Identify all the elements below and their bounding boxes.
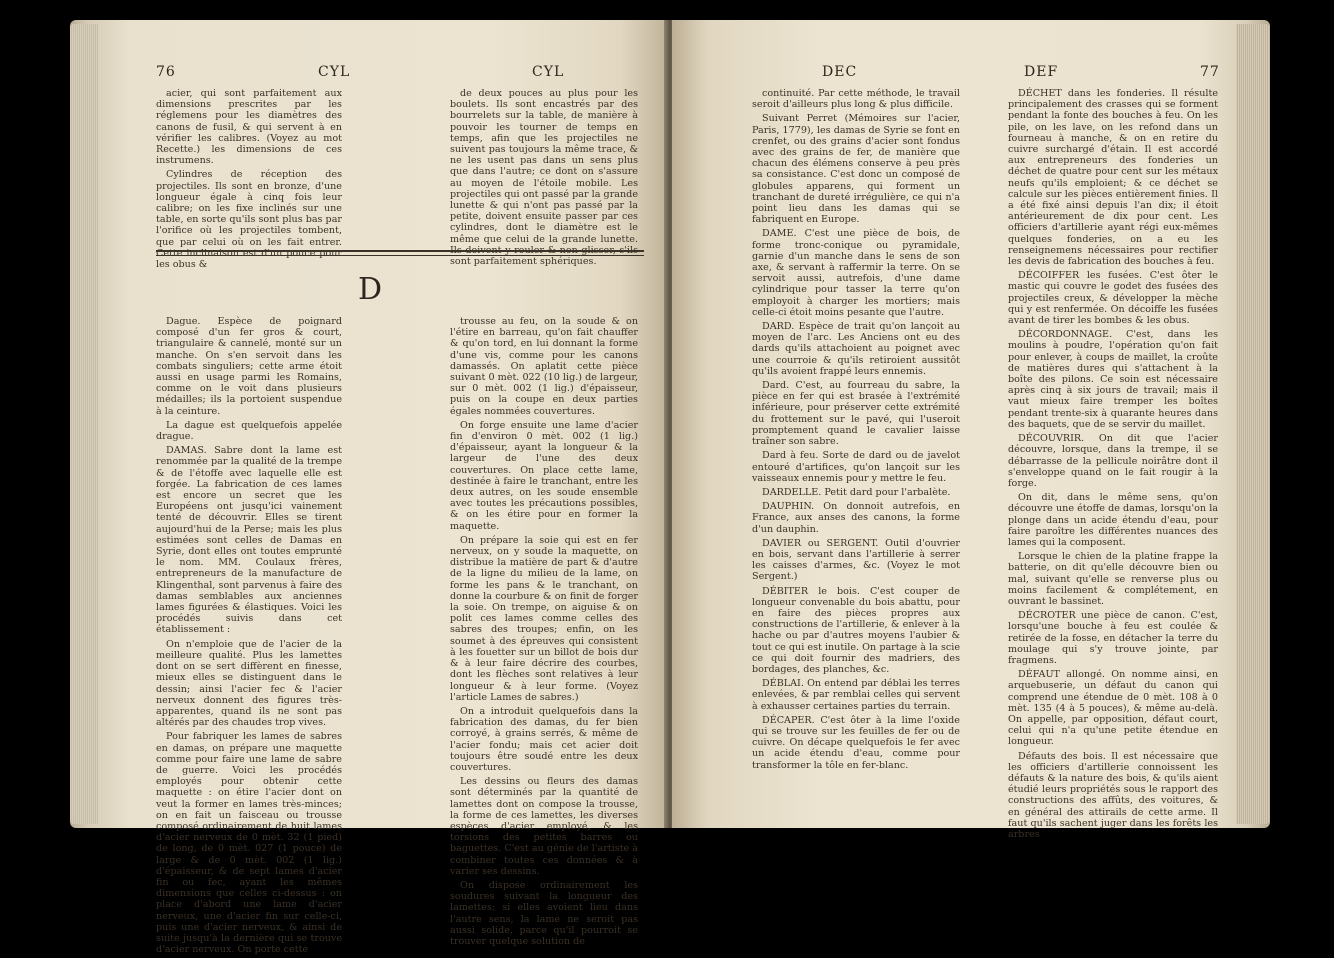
paragraph: acier, qui sont parfaitement aux dimensions prescrites par les réglemens pour les diamètres des canons de fusil, & qui servent à en vérifier les calibres. (Voyez au mot Recette.) les dimensions de ces instrumens. [156, 88, 342, 167]
running-head-left-col2: CYL [532, 64, 565, 80]
paragraph: Pour fabriquer les lames de sabres en damas, on prépare une maquette comme pour faire une lame de sabre de guerre. Voici les procédés employés pour obtenir cette maquette : on étire l'acier dont on veut la former en lames très-minces; on en fait un faisceau ou trousse composé ordinairement de huit lames d'acier nerveux de 0 mèt. 32 (1 pied) de long, de 0 mèt. 027 (1 pouce) de large & de 0 mèt. 002 (1 lig.) d'épaisseur, & de sept lames d'acier fin ou fec, ayant les mêmes dimensions que celles ci-dessus : on place d'abord une lame d'acier nerveux, une d'acier fin sur celle-ci, puis une d'acier nerveux, & ainsi de suite jusqu'à la dernière qui se trouve d'acier nerveux. On porte cette [156, 731, 342, 956]
paragraph: DAMAS. Sabre dont la lame est renommée par la qualité de la trempe & de l'étoffe avec laquelle elle est forgée. La fabrication de ces lames est encore un secret que les Européens ont jusqu'ici vainement tenté de découvrir. Elles se tirent aujourd'hui de la Perse; mais les plus estimées sont celles de Damas en Syrie, dont elles ont toutes emprunté le nom. MM. Coulaux frères, entrepreneurs de la manufacture de Klingenthal, sont parvenus à faire des damas semblables aux anciennes lames figurées & élastiques. Voici les procédés suivis dans cet établissement : [156, 445, 342, 636]
running-head-left-col1: CYL [318, 64, 351, 80]
paragraph: continuité. Par cette méthode, le travail seroit d'ailleurs plus long & plus difficile. [752, 88, 960, 111]
paragraph: DAUPHIN. On donnoit autrefois, en France, aux anses des canons, la forme d'un dauphin. [752, 501, 960, 535]
paragraph: DARDELLE. Petit dard pour l'arbalète. [762, 486, 951, 498]
page-number-right: 77 [1200, 64, 1220, 80]
left-col2-bottom [450, 316, 638, 950]
paragraph: Dard. C'est, au fourreau du sabre, la pièce en fer qui est brasée à l'extrémité inférieure, pour préserver cette extrémité du frottement sur le pavé, qui l'useroit promptement quand le cavalier laisse traîner son sabre. [752, 380, 960, 448]
left-page [70, 20, 668, 956]
left-page-edge [70, 24, 98, 824]
paragraph: On dispose ordinairement les soudures suivant la longueur des lamettes; si elles avoient lieu dans l'autre sens, la lame ne seroit pas aussi solide, parce qu'il pourroit se trouver quelque solution de [450, 879, 638, 947]
paragraph: DÉBLAI. On entend par déblai les terres enlevées, & par remblai celles qui servent à exhausser certaines parties du terrain. [752, 678, 960, 712]
paragraph: DÉCORDONNAGE. C'est, dans les moulins à poudre, l'opération qu'on fait pour enlever, à coups de maillet, la croûte de matières dures qui s'attachent à la boîte des pilons. Ce soin est nécessaire après cinq à six jours de travail; mais il vaut mieux faire tremper les boîtes pendant trente-six à quarante heures dans des baquets, que de se servir du maillet. [1008, 329, 1218, 430]
paragraph: Dague. Espèce de poignard composé d'un fer gros & court, triangulaire & cannelé, monté sur un manche. On s'en servoit dans les combats singuliers; cette arme étoit aussi en usage parmi les Romains, comme on le voit dans plusieurs médailles; ils la portoient suspendue à la ceinture. [156, 316, 342, 417]
paragraph: DÉCHET dans les fonderies. Il résulte principalement des crasses qui se forment pendant la fonte des bouches à feu. On les pile, on les lave, on les refond dans un fourneau à manche, & on en retire du cuivre surchargé d'étain. Il est accordé aux entrepreneurs des fonderies un déchet de quatre pour cent sur les métaux neufs qu'ils emploient; & ce déchet se calcule sur les pièces entièrement finies. Il a été fixé ainsi depuis l'an dix; il étoit antérieurement de dix pour cent. Les officiers d'artillerie ayant régi eux-mêmes quelques fonderies, on a eu les renseignemens nécessaires pour rectifier les devis de fabrication des bouches à feu. [1008, 88, 1218, 268]
paragraph: Les dessins ou fleurs des damas sont déterminés par la quantité de lamettes dont on compose la trousse, la forme de ces lamettes, les diverses espèces d'acier employé, & les torsions des petites barres ou baguettes. C'est au génie de l'artiste à combiner toutes ces données & à varier ses dessins. [450, 776, 638, 877]
paragraph: DAME. C'est une pièce de bois, de forme tronc-conique ou pyramidale, garnie d'un manche dans le sens de son axe, & servant à raffermir la terre. On se servoit aussi, autrefois, d'une dame cylindrique pour tasser la terre qu'on employoit à charger les mortiers; mais celle-ci étoit moins pesante que l'autre. [752, 228, 960, 318]
page-number-left: 76 [156, 64, 176, 80]
right-col1 [752, 88, 960, 774]
paragraph: On prépare la soie qui est en fer nerveux, on y soude la maquette, on distribue la matière de part & d'autre de la ligne du milieu de la lame, on forme les pans & le tranchant, on donne la courbure & on finit de forger la soie. On trempe, on aiguise & on polit ces lames comme celles des sabres des troupes; enfin, on les soumet à des épreuves qui consistent à les fouetter sur un billot de bois dur & à leur faire décrire des courbes, dont les flèches sont relatives à leur longueur & à leur forme. (Voyez l'article Lames de sabres.) [450, 534, 638, 703]
open-book [70, 20, 1270, 956]
paragraph: On dit, dans le même sens, qu'on découvre une étoffe de damas, lorsqu'on la plonge dans un acide étendu d'eau, pour faire paroître les différentes nuances des lames qui la composent. [1008, 492, 1218, 548]
paragraph: DÉCOIFFER les fusées. C'est ôter le mastic qui couvre le godet des fusées des projectiles creux, & développer la mèche qui y est renfermée. On décoiffe les fusées avant de tirer les bombes & les obus. [1008, 270, 1218, 327]
right-page [672, 20, 1270, 840]
paragraph: Défauts des bois. Il est nécessaire que les officiers d'artillerie connoissent les défauts & la nature des bois, & qu'ils aient étudié leurs propriétés sous le rapport des constructions des affûts, des voitures, & en général des attirails de cette arme. Il faut qu'ils sachent juger dans les forêts les arbres [1008, 750, 1218, 840]
paragraph: de deux pouces au plus pour les boulets. Ils sont encastrés par des bourrelets sur la table, de manière à pouvoir les tourner de temps en temps, afin que les projectiles ne suivent pas toujours la même trace, & ne les usent pas dans un sens plus que dans l'autre; ce dont on s'assure au moyen de l'étoile mobile. Les projectiles qui ont passé par la grande lunette & qui n'ont pas passé par la petite, doivent ensuite passer par ces cylindres, dont le diamètre est le même que celui de la grande lunette. Ils doivent y rouler & non glisser, s'ils sont parfaitement sphériques. [450, 88, 638, 268]
paragraph: On a introduit quelquefois dans la fabrication des damas, du fer bien corroyé, à grains serrés, & même de l'acier fondu; mais cet acier doit toujours être soudé entre les deux couvertures. [450, 705, 638, 773]
paragraph: trousse au feu, on la soude & on l'étire en barreau, qu'on fait chauffer & qu'on tord, en lui donnant la forme d'une vis, comme pour les canons damassés. On aplatit cette pièce suivant 0 mèt. 022 (10 lig.) de largeur, sur 0 mèt. 002 (1 lig.) d'épaisseur, puis on la coupe en deux parties égales nommées couvertures. [450, 316, 638, 417]
paragraph: DÉFAUT allongé. On nomme ainsi, en arquebuserie, un défaut du canon qui comprend une étendue de 0 mèt. 108 à 0 mèt. 135 (4 à 5 pouces), & même au-delà. On appelle, par opposition, défaut court, celui qui n'a qu'une petite étendue en longueur. [1008, 669, 1218, 748]
paragraph: DÉBITER le bois. C'est couper de longueur convenable du bois abattu, pour en faire des pièces propres aux constructions de l'artillerie, & enlever à la hache ou par d'autres moyens l'aubier & tout ce qui est inutile. On partage à la scie ce qui doit fournir des madriers, des bordages, des planches, &c. [752, 585, 960, 675]
paragraph: Suivant Perret (Mémoires sur l'acier, Paris, 1779), les damas de Syrie se font en crenfet, ou des grains d'acier sont fondus avec des grains de fer, de manière que chacun des élémens conserve à peu près sa consistance. C'est donc un composé de globules apparens, qui forment un tranchant de dureté irrégulière, ce qui n'a point lieu dans les damas qui se fabriquent en Europe. [752, 113, 960, 226]
paragraph: On forge ensuite une lame d'acier fin d'environ 0 mèt. 002 (1 lig.) d'épaisseur, ayant la longueur & la largeur de l'une des deux couvertures. On place cette lame, destinée à faire le tranchant, entre les deux autres, on les soude ensemble avec toutes les précautions possibles, & on les étire pour en former la maquette. [450, 419, 638, 532]
section-letter: D [358, 272, 383, 307]
running-head-right-col1: DEC [822, 64, 858, 80]
paragraph: Lorsque le chien de la platine frappe la batterie, on dit qu'elle découvre bien ou mal, suivant qu'elle se renverse plus ou moins facilement & complétement, en ouvrant le bassinet. [1008, 551, 1218, 607]
left-col2-top [450, 88, 638, 270]
right-col2 [1008, 88, 1218, 843]
left-col1-bottom [156, 316, 342, 958]
paragraph: DÉCOUVRIR. On dit que l'acier découvre, lorsque, dans la trempe, il se débarrasse de la pellicule noirâtre dont il s'enveloppe quand on le fait rougir à la forge. [1008, 433, 1218, 489]
running-head-right-col2: DEF [1024, 64, 1059, 80]
left-col1-top [156, 88, 342, 273]
paragraph: La dague est quelquefois appelée drague. [156, 419, 342, 443]
paragraph: Dard à feu. Sorte de dard ou de javelot entouré d'artifices, qu'on lançoit sur les vaisseaux ennemis pour y mettre le feu. [752, 450, 960, 484]
paragraph: DÉCAPER. C'est ôter à la lime l'oxide qui se trouve sur les feuilles de fer ou de cuivre. On décape quelquefois le fer avec un acide étendu d'eau, comme pour transformer la tôle en fer-blanc. [752, 714, 960, 771]
paragraph: DAVIER ou SERGENT. Outil d'ouvrier en bois, servant dans l'artillerie à serrer les caisses d'armes, &c. (Voyez le mot Sergent.) [752, 537, 960, 583]
paragraph: Cylindres de réception des projectiles. Ils sont en bronze, d'une longueur égale à cinq fois leur calibre; on les fixe inclinés sur une table, en sorte qu'ils sont plus bas par l'orifice où les projectiles tombent, que par celui où on les fait entrer. Cette inclinaison est d'un pouce pour les obus & [156, 169, 342, 271]
section-rule [156, 250, 644, 252]
section-rule-thin [156, 255, 644, 256]
right-page-edge [1236, 24, 1270, 824]
paragraph: On n'emploie que de l'acier de la meilleure qualité. Plus les lamettes dont on se sert diffèrent en finesse, mieux elles se distinguent dans le dessin; ainsi l'acier fec & l'acier nerveux donnent des figures très-apparentes, quand ils ne sont pas altérés par des chaudes trop vives. [156, 638, 342, 729]
paragraph: DÉCROTER une pièce de canon. C'est, lorsqu'une bouche à feu est coulée & retirée de la fosse, en détacher la terre du moulage qui s'y trouve jointe, par fragmens. [1008, 610, 1218, 666]
paragraph: DARD. Espèce de trait qu'on lançoit au moyen de l'arc. Les Anciens ont eu des dards qu'ils attachoient au poignet avec une courroie & qu'ils retiroient aussitôt qu'ils avoient frappé leurs ennemis. [752, 321, 960, 377]
